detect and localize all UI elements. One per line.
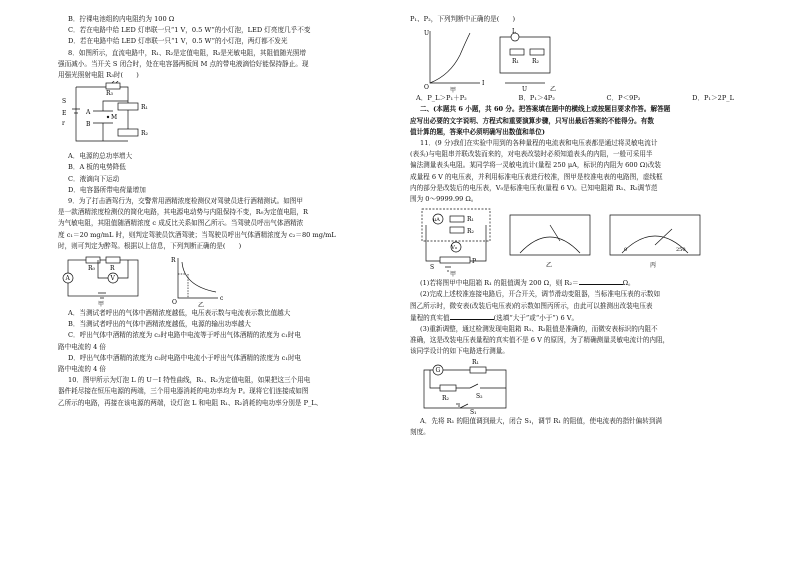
q11-label: 0 (624, 247, 628, 254)
q9-option-cont: 路中电流的 4 倍 (58, 342, 106, 351)
q9-stem-line: 是一款酒精浓度检测仪的简化电路，其电源电动势与内阻保持不变，R₀为定值电阻，R (58, 208, 308, 217)
q8-option: D．电容器所带电荷量增加 (68, 185, 146, 194)
q8-option: B．A 板的电势降低 (68, 163, 126, 172)
q10-label: 乙 (550, 86, 557, 94)
q11-part1 (410, 277, 740, 289)
q10-stem-line: 乙所示的电路，再接在该电源的两端，设灯泡 L 和电阻 R₁、R₂消耗的电功率分别是 P_L、 (58, 398, 323, 407)
q9-label: c (220, 295, 224, 303)
q10-option: A．P_L＞P₁＋P₂ (416, 94, 467, 103)
q9-figures (58, 252, 358, 308)
q11-label: 乙 (546, 262, 553, 270)
q11-part2-line (410, 312, 740, 324)
q11-label: S (430, 264, 435, 272)
q8-stem-line: 强而减小。当开关 S 闭合时，处在电容器两板间 M 点的带电液滴恰好能保持静止。现 (58, 59, 309, 68)
q11-part2-line: 图乙所示时，微安表(改装后电压表)的示数如图丙所示，由此可以推测出改装电压表 (410, 301, 653, 310)
q9-label: V (110, 275, 115, 283)
q11-part1-blank[interactable] (579, 277, 623, 285)
section-2-heading: 值计算的题，答案中必须明确写出数值和单位) (410, 127, 545, 136)
q7-option-b: B．拧裸电池组的内电阻约为 100 Ω (68, 15, 175, 23)
q11-step-a: A．先将 R₁ 的阻值调到最大，闭合 S₁，调节 R₁ 的阻值，使电流表的指针偏转到满 (420, 416, 663, 425)
q8-label: R₃ (106, 90, 113, 98)
q9-label: R (171, 257, 176, 265)
q8-label: r (62, 120, 65, 128)
q11-part2-text: 量程的真实值 (410, 313, 450, 322)
q11-halfdeflection-figure (410, 358, 740, 416)
q11-stem-line: (表头)与电阻串并联改装而来的，对电表改装时必须知道表头的内阻，一般可采用半 (410, 150, 653, 159)
q9-option: D．呼出气体中酒精的浓度为 c₂时电路中电流小于呼出气体酒精的浓度为 c₁时电 (68, 353, 302, 362)
q10-label: R₂ (532, 58, 539, 66)
q11-label: V₀ (451, 245, 458, 252)
q10-label: L (512, 28, 516, 36)
q9-label: 乙 (198, 302, 205, 309)
q11-circuit-and-meters (410, 205, 740, 277)
q11-figures (410, 205, 740, 277)
q10-option: C．P＜9P₂ (606, 94, 641, 103)
left-column (58, 14, 358, 409)
q11-part2-line: (2)完成上述校准连接电路后，开合开关，调节滑动变阻器，当标准电压表的示数如 (420, 290, 661, 299)
q9-stem-line: 为气敏电阻，其阻值随酒精浓度 c 成反比关系如图乙所示。当驾驶员呼出气体酒精浓 (58, 219, 304, 228)
q11-label: R₂ (467, 228, 474, 236)
q11-part2-choice: (选填“大于”或“小于”) 6 V。 (493, 313, 579, 322)
q11-part2-blank[interactable] (450, 312, 494, 320)
q8-label: E (62, 110, 67, 118)
q8-label: A (86, 109, 91, 117)
q11-fig2-label: S₁ (470, 408, 477, 416)
q9-label: R₀ (88, 265, 95, 273)
q10-figures (410, 25, 740, 93)
section-2-heading: 二、(本题共 6 小题，共 60 分。把答案填在题中的横线上或按题目要求作答。解答题 (420, 105, 671, 114)
q11-part1-unit: Ω。 (622, 279, 635, 288)
q10-option: B．P₁＞4P₂ (518, 94, 555, 103)
q11-label: P (472, 258, 477, 266)
q11-part3-line: (3)重新调整，通过检测发现电阻箱 R₁、R₂阻值是准确的，而微安表标识的内阻不 (420, 325, 658, 334)
q10-option: D．P₁＞2P_L (692, 94, 734, 103)
q10-label: U (522, 86, 528, 94)
q11-label: 丙 (650, 262, 657, 270)
q11-stem-line: 11．(9 分)我们在实验中用到的各种量程的电流表和电压表都是通过将灵敏电流计 (420, 139, 658, 148)
q8-label: B (86, 121, 91, 129)
q11-stem-line: 内的部分是改装后的电压表，V₀是标准电压表(量程 6 V)。已知电阻箱 R₁、R₂调节范 (410, 183, 658, 192)
q7-option-d: D．若在电路中给 LED 灯串联一只“1 V，0.5 W”的小灯泡，两灯都不发光 (68, 37, 288, 46)
q11-label: μA (433, 217, 440, 224)
q9-option: C．呼出气体中酒精的浓度为 c₂时电路中电流等于呼出气体酒精的浓度为 c₁时电 (68, 331, 301, 340)
q9-label: 甲 (98, 301, 105, 309)
q9-stem-line: 时，则可判定为醉驾。根据以上信息，下列判断正确的是( ) (58, 241, 242, 250)
q8-option: A．电源的总功率增大 (68, 152, 133, 161)
q9-option: A．当测试者呼出的气体中酒精浓度越低，电压表示数与电流表示数比值越大 (68, 309, 291, 318)
q9-option: B．当测试者呼出的气体中酒精浓度越低，电源的输出功率越大 (68, 320, 251, 329)
q8-label: R₂ (141, 130, 148, 138)
q10-options-row (410, 93, 740, 104)
q11-label: 甲 (450, 271, 457, 278)
q9-circuit-and-graph (58, 252, 258, 308)
q8-label: M (111, 114, 118, 122)
q8-option: C．液滴向下运动 (68, 174, 120, 183)
q11-fig2-label: S₂ (476, 392, 483, 400)
q11-label: R₁ (467, 216, 474, 224)
q11-stem-line: 成量程 6 V 的电压表，并利用标准电压表进行校准，图甲是校准电表的电路图，虚线框 (410, 172, 663, 181)
q9-label: O (172, 299, 177, 307)
q11-halfdeflection-circuit (410, 358, 550, 416)
q10-label: O (424, 84, 429, 92)
q11-fig2-label: R₁ (472, 358, 479, 366)
q9-label: A (65, 275, 70, 283)
q10-stem-cont: P₁、P₂，下列判断中正确的是( ) (410, 15, 516, 23)
q11-part3-line: 该同学设计的如下电路进行测量。 (410, 347, 509, 356)
q9-option-cont: 路中电流的 4 倍 (58, 365, 106, 374)
q11-part1-text: (1)若将图甲中电阻箱 R₁ 的阻值调为 200 Ω，则 R₂＝ (420, 279, 579, 288)
q11-stem-line: 偏法测量表头电阻。某同学将一灵敏电流计(量程 250 μA，标识的内阻为 600 Ω)改装 (410, 161, 662, 170)
q10-label: R₁ (512, 58, 519, 66)
q8-circuit-figure (58, 81, 358, 151)
q8-label: S (62, 98, 67, 106)
q11-label: 250 (676, 247, 686, 254)
q11-stem-line: 围为 0～9999.99 Ω。 (410, 195, 478, 204)
section-2-heading: 应写出必要的文字说明、方程式和重要演算步骤，只写出最后答案的不能得分。有数 (410, 116, 654, 125)
q9-stem-line: 9．为了打击酒驾行为，交警常用酒精浓度检测仪对驾驶员进行酒精测试。如图甲 (68, 197, 303, 206)
q7-option-c: C．若在电路中给 LED 灯串联一只“1 V，0.5 W”的小灯泡，LED 灯亮度几乎不变 (68, 26, 311, 35)
q10-stem-line: 器件耗尽接在恒压电源的两端，三个用电器消耗的电功率均为 P。现将它们连接成如图 (58, 387, 309, 396)
q10-label: I (482, 80, 485, 88)
q10-stem-line: 10．图甲所示为灯泡 L 的 U－I 特性曲线，R₁、R₂为定值电阻，如果把这三个用电 (68, 376, 311, 385)
q8-circuit-diagram (58, 81, 178, 151)
q11-part3-line: 准确，这是改装电压表量程的真实值不是 6 V 的原因，为了精确测量灵敏电流计的内阻， (410, 336, 670, 345)
q10-graph-and-circuit (410, 25, 570, 93)
q11-fig2-label: G (435, 366, 441, 374)
q11-step-a: 刻度。 (410, 427, 430, 436)
q11-fig2-label: R₂ (442, 394, 449, 402)
q9-stem-line: 度 c₁＝20 mg/mL 时，则判定驾驶员饮酒驾驶；当驾驶员呼出气体酒精浓度为 c₂＝80 mg/mL (58, 230, 336, 239)
q8-stem-line: 8．如图所示，直流电路中，R₁、R₂是定值电阻，R₃是光敏电阻，其阻值随光照增 (68, 48, 307, 57)
q8-label: R₁ (141, 104, 148, 112)
q9-label: R (110, 265, 115, 273)
right-column (410, 14, 740, 438)
q8-stem-line: 用强光照射电阻 R₃时( ) (58, 71, 139, 80)
q10-label: U (424, 30, 430, 38)
q10-label: 甲 (450, 87, 457, 94)
